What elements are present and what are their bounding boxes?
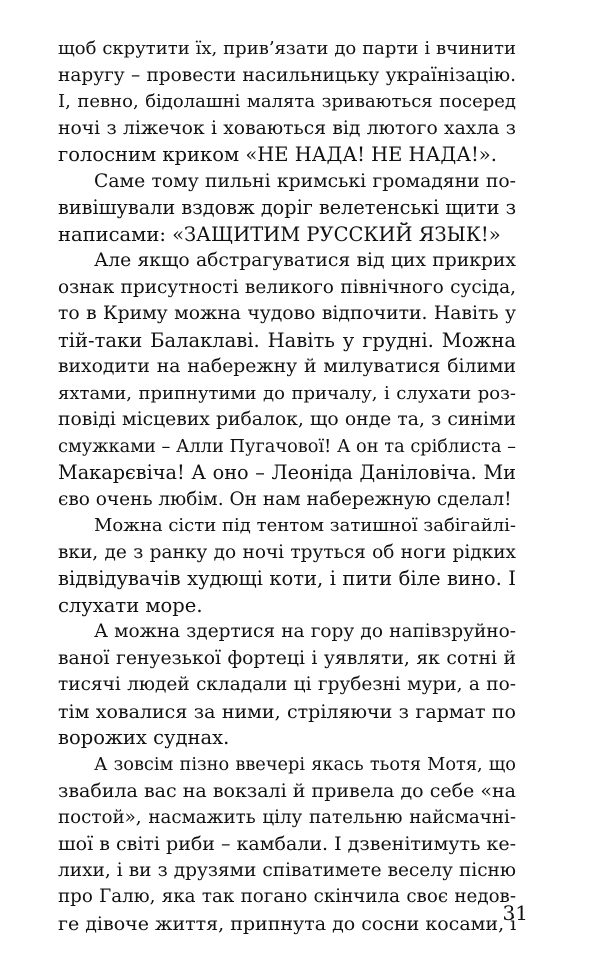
text-line: яхтами, припнутими до причалу, і слухати роз- bbox=[58, 382, 516, 404]
text-line: постой», насмажить цілу пательню найсмачні- bbox=[58, 806, 516, 828]
text-line: щоб скрутити їх, прив’язати до парти і вчинити bbox=[58, 38, 516, 59]
text-line: єво очень любім. Он нам набережную сделал! bbox=[58, 488, 512, 510]
text-line: вки, де з ранку до ночі труться об ноги рідких bbox=[58, 541, 516, 563]
text-line: ознак присутності великого північного сусіда, bbox=[58, 276, 516, 298]
text-line: про Галю, яка так погано скінчила своє недов- bbox=[58, 886, 516, 907]
text-line: тій-таки Балаклаві. Навіть у грудні. Можна bbox=[58, 328, 516, 352]
text-line: шої в світі риби – камбали. І дзвенітимуть ке- bbox=[58, 833, 516, 855]
text-line: ваної генуезької фортеці і уявляти, як сотні й bbox=[58, 647, 516, 669]
text-line: відвідувачів худющі коти, і пити біле вино. І bbox=[58, 567, 516, 590]
text-line: виходити на набережну й милуватися білими bbox=[58, 356, 516, 377]
text-line: тім ховалися за ними, стріляючи з гармат по bbox=[58, 700, 516, 723]
text-line: А можна здертися на гору до напівзруйно- bbox=[94, 621, 516, 642]
text-line: Можна сісти під тентом затишної забігайлі- bbox=[94, 515, 516, 536]
text-line: написами: «ЗАЩИТИМ РУССКИЙ ЯЗЫК!» bbox=[58, 222, 501, 246]
text-line: вивішували вздовж доріг велетенські щити з bbox=[58, 196, 517, 219]
text-line: Макарєвіча! А оно – Леоніда Даніловіча. Ми bbox=[58, 461, 516, 484]
text-line: звабила вас на вокзалі й привела до себе «на bbox=[58, 780, 516, 802]
text-line: повіді місцевих рибалок, що онде та, з синіми bbox=[58, 409, 516, 430]
text-line: ночі з ліжечок і ховаються від лютого хахла з bbox=[58, 117, 516, 139]
text-line: А зовсім пізно ввечері якась тьотя Мотя, що bbox=[94, 754, 516, 775]
text-line: наругу – провести насильницьку українізацію. bbox=[58, 64, 516, 86]
text-line: лихи, і ви з друзями співатимете веселу пісню bbox=[58, 859, 516, 881]
text-line: слухати море. bbox=[58, 593, 203, 617]
text-line: голосним криком «НЕ НАДА! НЕ НАДА!». bbox=[58, 143, 497, 166]
page-number: 31 bbox=[502, 901, 528, 925]
text-line: ворожих суднах. bbox=[58, 726, 230, 749]
text-line: тисячі людей складали ці грубезні мури, а по- bbox=[58, 674, 516, 695]
text-line: ге дівоче життя, припнута до сосни косами, і bbox=[58, 912, 517, 935]
text-line: Саме тому пильні кримські громадяни по- bbox=[94, 170, 516, 192]
text-line: Але якщо абстрагуватися від цих прикрих bbox=[94, 250, 516, 271]
text-line: то в Криму можна чудово відпочити. Навіть у bbox=[58, 303, 516, 324]
text-line: І, певно, бідолашні малята зриваються посеред bbox=[58, 91, 516, 112]
text-line: смужками – Алли Пугачової! А он та сріблиста – bbox=[58, 436, 516, 457]
